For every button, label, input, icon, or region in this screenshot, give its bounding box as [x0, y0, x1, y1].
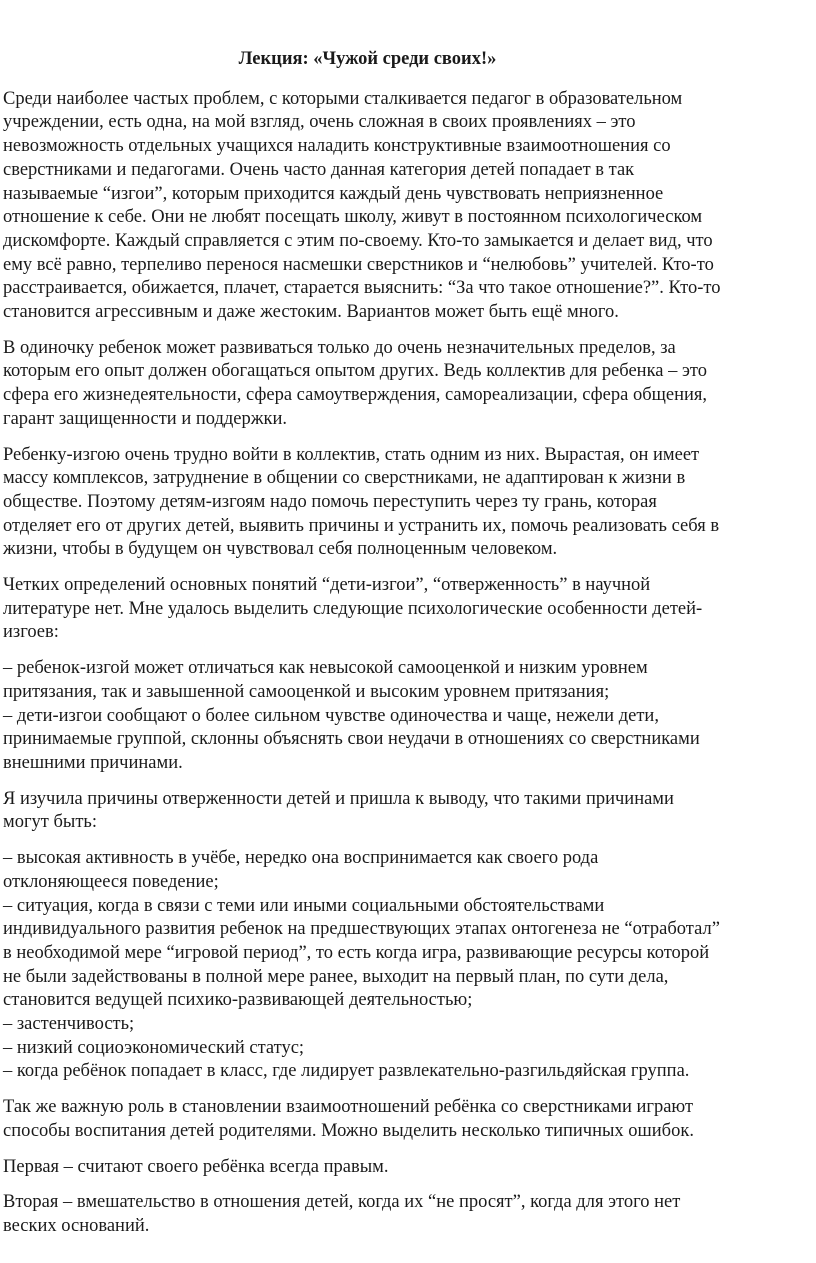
text-line: принимаемые группой, склонны объяснять свои неудачи в отношениях со сверстниками: [3, 729, 700, 750]
paragraph: [3, 788, 816, 835]
text-line: Ребенку-изгою очень трудно войти в коллектив, стать одним из них. Вырастая, он имеет: [3, 444, 700, 465]
paragraph: [3, 337, 816, 432]
text-line: Первая – считают своего ребёнка всегда правым.: [3, 1156, 389, 1177]
text-line: Четких определений основных понятий “дети-изгои”, “отверженность” в научной: [3, 575, 651, 596]
text-line: – когда ребёнок попадает в класс, где лидирует развлекательно-разгильдяйская группа.: [3, 1061, 690, 1082]
paragraph: [3, 88, 816, 325]
paragraph: [3, 1096, 816, 1143]
text-line: становится агрессивным и даже жестоким. Вариантов может быть ещё много.: [3, 302, 619, 323]
text-line: невозможность отдельных учащихся наладить конструктивные взаимоотношения со: [3, 136, 671, 157]
text-line: массу комплексов, затруднение в общении со сверстниками, не адаптирован к жизни в: [3, 468, 686, 489]
text-line: Так же важную роль в становлении взаимоотношений ребёнка со сверстниками играют: [3, 1097, 694, 1118]
text-line: сверстниками и педагогами. Очень часто данная категория детей попадает в так: [3, 159, 635, 180]
text-line: отношение к себе. Они не любят посещать школу, живут в постоянном психологическом: [3, 207, 703, 228]
text-line: гарант защищенности и поддержки.: [3, 408, 288, 429]
text-line: могут быть:: [3, 812, 98, 833]
text-line: называемые “изгои”, которым приходится каждый день чувствовать неприязненное: [3, 183, 664, 204]
text-line: Вторая – вмешательство в отношения детей, когда их “не просят”, когда для этого нет: [3, 1192, 681, 1213]
text-line: изгоев:: [3, 622, 59, 643]
text-line: Я изучила причины отверженности детей и пришла к выводу, что такими причинами: [3, 788, 674, 809]
text-line: жизни, чтобы в будущем он чувствовал себя полноценным человеком.: [3, 539, 558, 560]
text-line: – высокая активность в учёбе, нередко она воспринимается как своего рода: [3, 848, 599, 869]
text-line: Среди наиболее частых проблем, с которыми сталкивается педагог в образовательном: [3, 88, 683, 109]
text-line: ему всё равно, терпеливо перенося насмешки сверстников и “нелюбовь” учителей. Кто-то: [3, 254, 714, 275]
paragraph: [3, 1156, 816, 1180]
paragraph: [3, 657, 816, 776]
text-line: отделяет его от других детей, выявить причины и устранить их, помочь реализовать себя в: [3, 515, 720, 536]
paragraph: [3, 1191, 816, 1238]
text-line: которым его опыт должен обогащаться опытом других. Ведь коллектив для ребенка – это: [3, 361, 708, 382]
document-body: [3, 88, 816, 1239]
paragraph: [3, 847, 816, 1084]
text-line: обществе. Поэтому детям-изгоям надо помочь переступить через ту грань, которая: [3, 491, 657, 512]
text-line: отклоняющееся поведение;: [3, 871, 219, 892]
text-line: расстраивается, обижается, плачет, старается выяснить: “За что такое отношение?”. Кто-то: [3, 278, 721, 299]
text-line: – ребенок-изгой может отличаться как невысокой самооценкой и низким уровнем: [3, 658, 648, 679]
text-line: не были задействованы в полной мере ранее, выходит на первый план, по сути дела,: [3, 966, 669, 987]
text-line: сфера его жизнедеятельности, сфера самоутверждения, самореализации, сфера общения,: [3, 385, 708, 406]
text-line: – низкий социоэкономический статус;: [3, 1037, 305, 1058]
text-line: – ситуация, когда в связи с теми или иными социальными обстоятельствами: [3, 895, 605, 916]
text-line: – дети-изгои сообщают о более сильном чувстве одиночества и чаще, нежели дети,: [3, 705, 659, 726]
text-line: притязания, так и завышенной самооценкой и высоким уровнем притязания;: [3, 681, 610, 702]
text-line: веских оснований.: [3, 1215, 150, 1236]
text-line: учреждении, есть одна, на мой взгляд, очень сложная в своих проявлениях – это: [3, 112, 636, 133]
text-line: в необходимой мере “игровой период”, то есть когда игра, развивающие ресурсы которой: [3, 942, 710, 963]
page-title: Лекция: «Чужой среди своих!»: [238, 49, 497, 69]
text-line: литературе нет. Мне удалось выделить следующие психологические особенности детей-: [3, 598, 703, 619]
text-line: – застенчивость;: [3, 1014, 135, 1035]
text-line: становится ведущей психико-развивающей деятельностью;: [3, 990, 473, 1011]
text-line: индивидуального развития ребенок на предшествующих этапах онтогенеза не “отработал”: [3, 919, 720, 940]
text-line: внешними причинами.: [3, 752, 183, 773]
paragraph: [3, 444, 816, 563]
text-line: В одиночку ребенок может развиваться только до очень незначительных пределов, за: [3, 337, 676, 358]
text-line: способы воспитания детей родителями. Можно выделить несколько типичных ошибок.: [3, 1120, 694, 1141]
text-line: дискомфорте. Каждый справляется с этим по-своему. Кто-то замыкается и делает вид, что: [3, 230, 713, 251]
paragraph: [3, 574, 816, 645]
